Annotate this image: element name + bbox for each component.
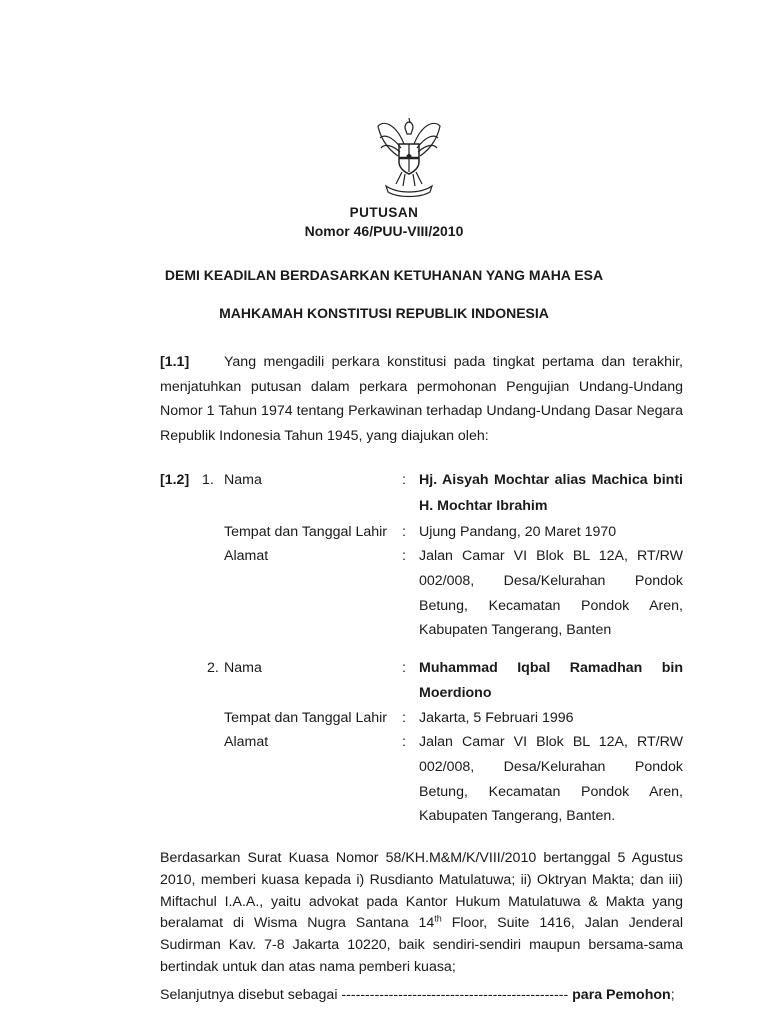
petitioner-index: 1. [202,472,214,488]
closing-suffix: ; [670,987,675,1003]
name-label: Nama [224,660,262,676]
birth-value: Ujung Pandang, 20 Maret 1970 [419,524,617,540]
petitioner-name-cont: H. Mochtar Ibrahim [419,498,548,514]
paragraph-number: [1.1] [160,354,190,370]
address-line: 002/008, Desa/Kelurahan Pondok [419,759,683,775]
petitioner-name-cont: Moerdiono [419,685,492,701]
address-line: Jalan Camar VI Blok BL 12A, RT/RW [419,548,683,564]
petitioner-index: 2. [207,660,219,676]
colon: : [402,548,406,564]
court-name-heading: MAHKAMAH KONSTITUSI REPUBLIK INDONESIA [219,305,549,321]
poa-text-cont: Floor, Suite 1416, Jalan Jenderal Sudirman Kav. 7-8 Jakarta 10220, baik sendiri-sendiri maupun bersama-sama bertindak untuk dan atas nama pemberi kuasa; [160,915,684,975]
closing-line [160,984,683,1006]
colon: : [402,472,406,488]
colon: : [402,524,406,540]
birth-value: Jakarta, 5 Februari 1996 [419,710,574,726]
intro-text: Yang mengadili perkara konstitusi pada tingkat pertama dan terakhir, menjatuhkan putusan dalam perkara permohonan Pengujian Undang-Undang Nomor 1 Tahun 1974 tentang Perkawinan terhadap Undang-Undang Dasar Negara Republik Indonesia Tahun 1945, yang diajukan oleh: [160,354,683,444]
address-line: Betung, Kecamatan Pondok Aren, [419,598,683,614]
poa-text: Berdasarkan Surat Kuasa Nomor 58/KH.M&M/K/VIII/2010 bertanggal 5 Agustus 2010, memberi kuasa kepada i) Rusdianto Matulatuwa; ii) Oktryan Makta; dan iii) Miftachul I.A.A., yaitu advokat pada Kantor Hukum Matulatuwa & Makta yang beralamat di Wisma Nugra Santana 14 [160,850,683,932]
decision-number: Nomor 46/PUU-VIII/2010 [304,223,464,239]
intro-paragraph [160,350,683,448]
birth-label: Tempat dan Tanggal Lahir [224,710,388,726]
address-label: Alamat [224,548,269,564]
floor-superscript: th [434,913,442,924]
petitioner-name: Hj. Aisyah Mochtar alias Machica binti [419,472,683,488]
colon: : [402,660,406,676]
paragraph-number: [1.2] [160,472,190,488]
address-label: Alamat [224,734,269,750]
closing-prefix: Selanjutnya disebut sebagai ------------------------------------------------ [160,987,569,1003]
address-line: Jalan Camar VI Blok BL 12A, RT/RW [419,734,683,750]
address-line: Kabupaten Tangerang, Banten [419,622,612,638]
name-label: Nama [224,472,262,488]
birth-label: Tempat dan Tanggal Lahir [224,524,388,540]
colon: : [402,710,406,726]
party-term: para Pemohon [568,987,671,1003]
address-line: 002/008, Desa/Kelurahan Pondok [419,573,683,589]
address-line: Betung, Kecamatan Pondok Aren, [419,784,683,800]
address-line: Kabupaten Tangerang, Banten. [419,808,616,824]
power-of-attorney-paragraph [160,848,683,979]
colon: : [402,734,406,750]
invocation-heading: DEMI KEADILAN BERDASARKAN KETUHANAN YANG MAHA ESA [164,267,604,283]
document-title: PUTUSAN [349,205,419,220]
petitioner-name: Muhammad Iqbal Ramadhan bin [419,660,683,676]
garuda-emblem-icon [374,114,444,200]
